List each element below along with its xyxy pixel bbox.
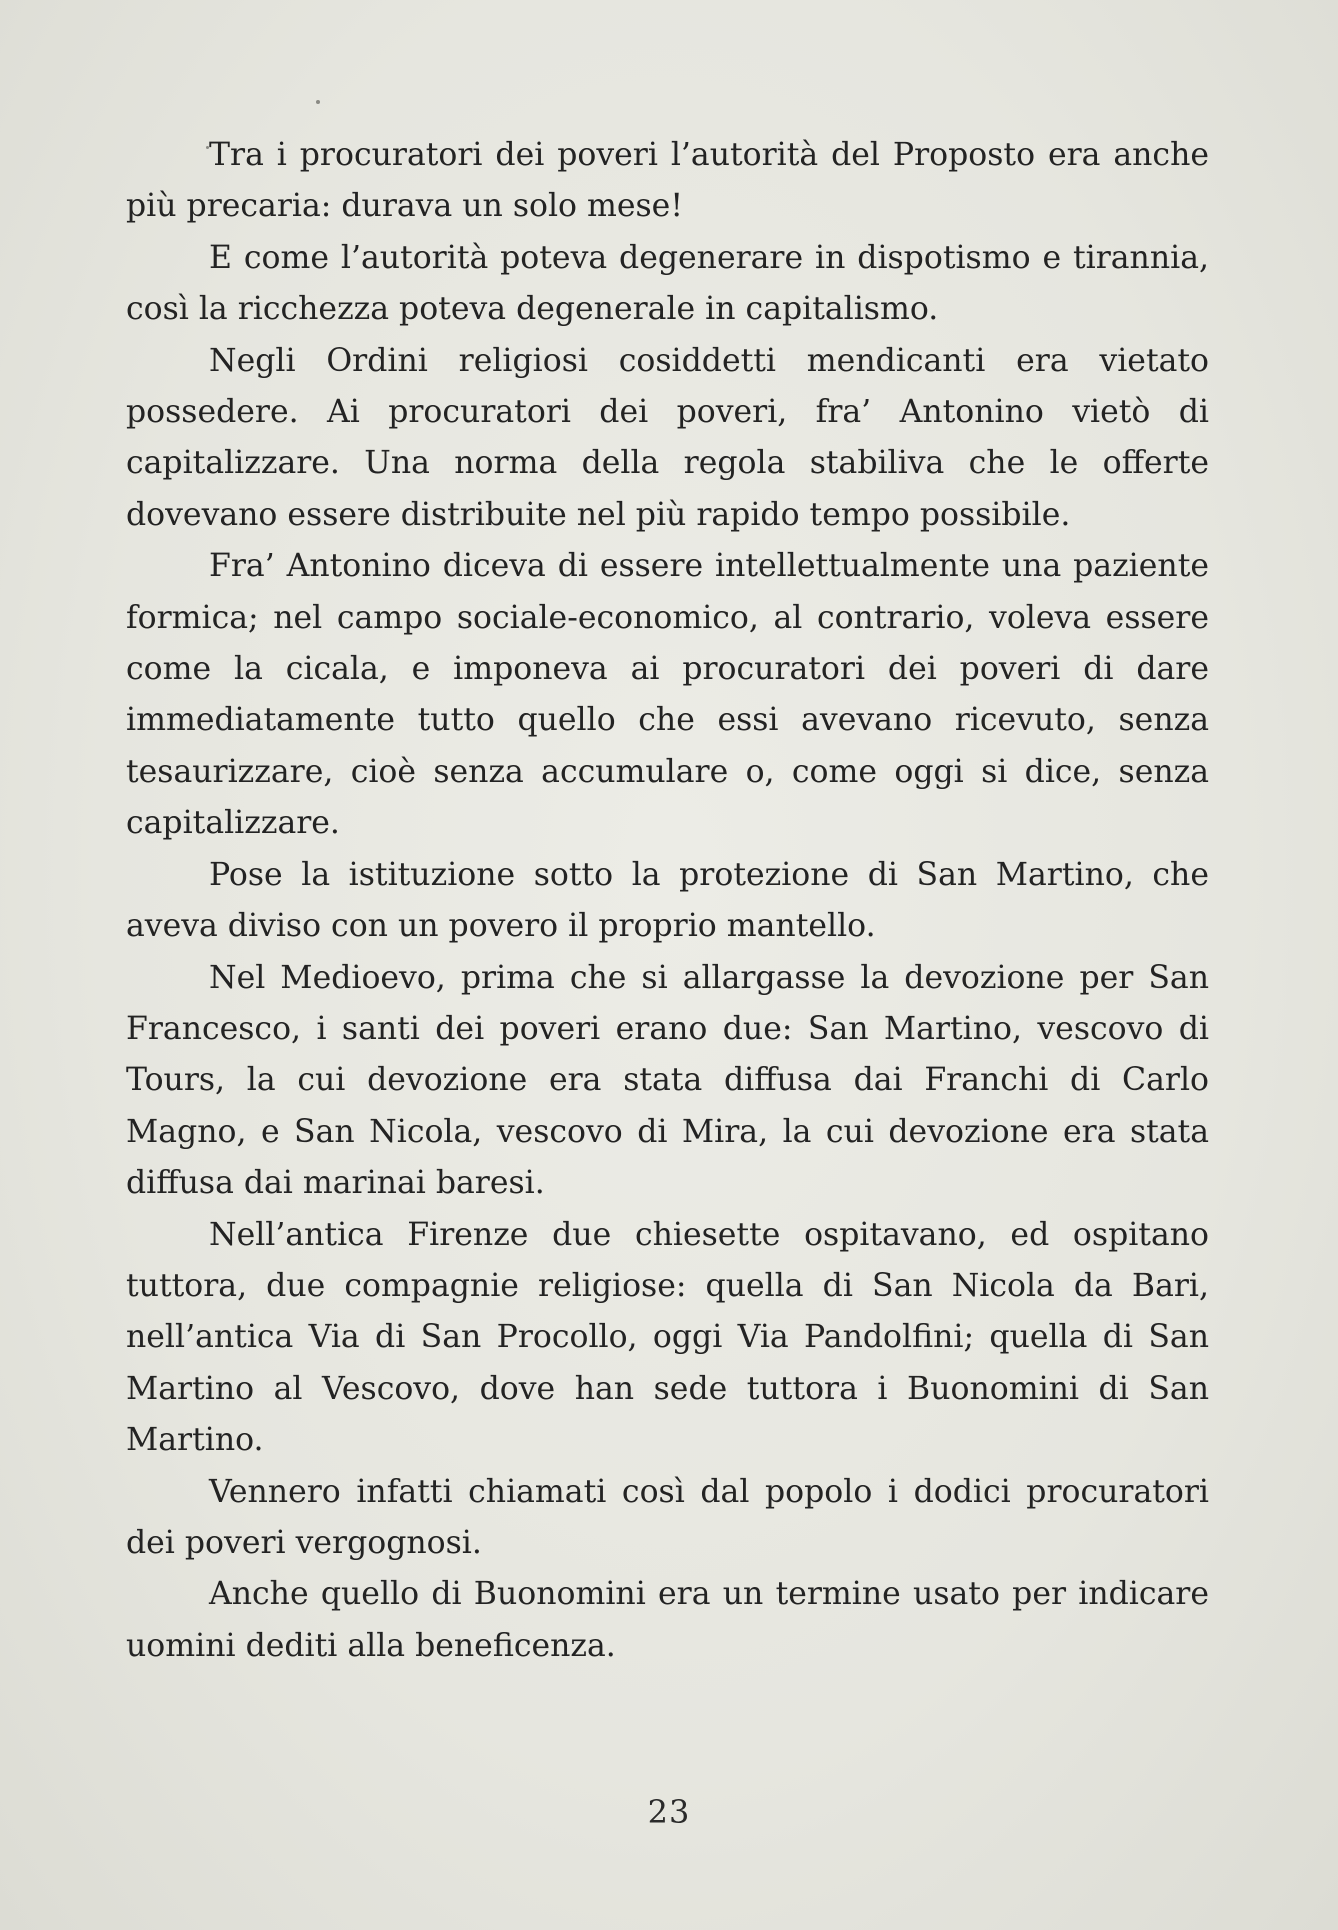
paragraph: Tra i procuratori dei poveri l’autorità del Proposto era anche più precaria: durava un solo mese! xyxy=(126,137,1209,225)
paragraph: Negli Ordini religiosi cosiddetti mendicanti era vietato possedere. Ai procuratori dei poveri, fra’ Antonino vietò di capitalizzare. Una norma della regola stabiliva che le offerte dovevano essere distribuite nel più rapido tempo possibile. xyxy=(126,342,1209,533)
paper-speck xyxy=(316,100,320,104)
paragraph: Vennero infatti chiamati così dal popolo i dodici procuratori dei poveri vergognosi. xyxy=(126,1473,1209,1561)
body-text xyxy=(126,130,1209,1672)
paragraph: Anche quello di Buonomini era un termine usato per indicare uomini dediti alla beneficenza. xyxy=(126,1576,1209,1664)
paragraph: Nel Medioevo, prima che si allargasse la devozione per San Francesco, i santi dei poveri erano due: San Martino, vescovo di Tours, la cui devozione era stata diffusa dai Franchi di Carlo Magno, e San Nicola, vescovo di Mira, la cui devozione era stata diffusa dai marinai baresi. xyxy=(126,959,1209,1202)
paragraph: Fra’ Antonino diceva di essere intellettualmente una paziente formica; nel campo sociale-economico, al contrario, voleva essere come la cicala, e imponeva ai procuratori dei poveri di dare immediatamente tutto quello che essi avevano ricevuto, senza tesaurizzare, cioè senza accumulare o, come oggi si dice, senza capitalizzare. xyxy=(126,548,1209,842)
page-number: 23 xyxy=(647,1793,691,1831)
paragraph: E come l’autorità poteva degenerare in dispotismo e tirannia, così la ricchezza poteva degenerale in capitalismo. xyxy=(126,239,1209,328)
paragraph: Nell’antica Firenze due chiesette ospitavano, ed ospitano tuttora, due compagnie religiose: quella di San Nicola da Bari, nell’antica Via di San Procollo, oggi Via Pandolfini; quella di San Martino al Vescovo, dove han sede tuttora i Buonomini di San Martino. xyxy=(126,1216,1209,1459)
paragraph: Pose la istituzione sotto la protezione di San Martino, che aveva diviso con un povero il proprio mantello. xyxy=(126,856,1209,945)
